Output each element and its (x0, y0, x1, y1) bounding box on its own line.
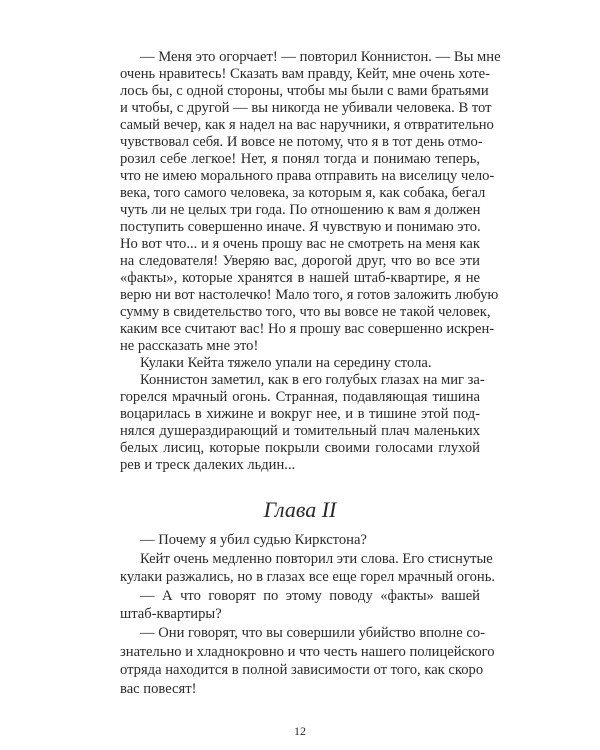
text-line: «факты», которые хранятся в нашей штаб-квартире, я не (120, 270, 480, 286)
text-line: на следователя! Уверяю вас, дорогой друг, что во все эти (120, 253, 480, 269)
text-line: века, того самого человека, за которым я, как собака, бегал (120, 185, 486, 201)
text-line: каким все считают вас! Но я прошу вас совершенно искрен- (120, 321, 495, 337)
text-line: чуть ли не целых три года. По отношению к вам я должен (120, 202, 481, 218)
text-line: Кулаки Кейта тяжело упали на середину стола. (140, 355, 432, 371)
text-line: штаб-квартиры? (120, 606, 222, 623)
paragraph (120, 49, 501, 355)
paragraph (120, 587, 480, 624)
text-line: — Меня это огорчает! — повторил Коннистон. — Вы мне (140, 49, 501, 65)
chapter-heading: Глава II (263, 497, 337, 522)
text-line: верю ни вот настолечко! Мало того, я готов заложить любую (120, 287, 499, 303)
text-line: самый вечер, как я надел на вас наручники, я отвратительно (120, 117, 494, 133)
paragraph (120, 624, 495, 698)
paragraph (120, 550, 496, 587)
text-line: отряда находится в полной зависимости от того, как скоро (120, 662, 484, 679)
text-line: и чтобы, с другой — вы никогда не убивали человека. В тот (120, 100, 492, 116)
text-line: Но вот что... и я очень прошу вас не смотреть на меня как (120, 236, 480, 252)
text-line: воцарилась в хижине и вокруг нее, и в тишине этой под- (120, 406, 480, 422)
text-line: рев и треск далеких льдин... (120, 457, 296, 473)
text-block-bottom (120, 531, 496, 698)
text-line: чувствовал себя. И вовсе не потому, что я в тот день отмо- (120, 134, 483, 150)
text-line: знательно и хладнокровно и что честь нашего полицейского (120, 643, 495, 660)
text-line: поступить совершенно иначе. Я чувствую и понимаю это. (120, 219, 481, 235)
text-line: Кейт очень медленно повторил эти слова. Его стиснутые (140, 550, 493, 567)
text-line: очень нравитесь! Сказать вам правду, Кейт, мне очень хоте- (120, 66, 490, 82)
text-line: розил себе легкое! Нет, я понял тогда и понимаю теперь, (120, 151, 480, 167)
page-number: 12 (294, 724, 306, 738)
text-block-top (120, 49, 501, 474)
paragraph (120, 531, 480, 550)
text-line: белых лисиц, которые покрыли своими голосами глухой (120, 440, 480, 456)
text-line: лось бы, с одной стороны, чтобы мы были с вами братьями (120, 83, 489, 99)
text-line: горелся мрачный огонь. Странная, подавляющая тишина (120, 389, 480, 405)
text-line: что не имею морального права отправить на виселицу чело- (120, 168, 495, 184)
text-line: не рассказать мне это! (120, 338, 259, 354)
paragraph (120, 372, 485, 474)
text-line: — А что говорят по этому поводу «факты» вашей (140, 587, 480, 604)
text-line: нялся душераздирающий и томительный плач маленьких (120, 423, 480, 439)
text-line: — Почему я убил судью Киркстона? (140, 532, 367, 548)
paragraph (120, 355, 480, 372)
text-line: кулаки разжались, но в глазах все еще горел мрачный огонь. (120, 569, 496, 586)
text-line: вас повесят! (120, 680, 197, 697)
text-line: сумму в свидетельство того, что вы вовсе не такой человек, (120, 304, 491, 320)
text-line: Коннистон заметил, как в его голубых глазах на миг за- (140, 372, 485, 388)
text-line: — Они говорят, что вы совершили убийство вполне со- (140, 624, 485, 641)
